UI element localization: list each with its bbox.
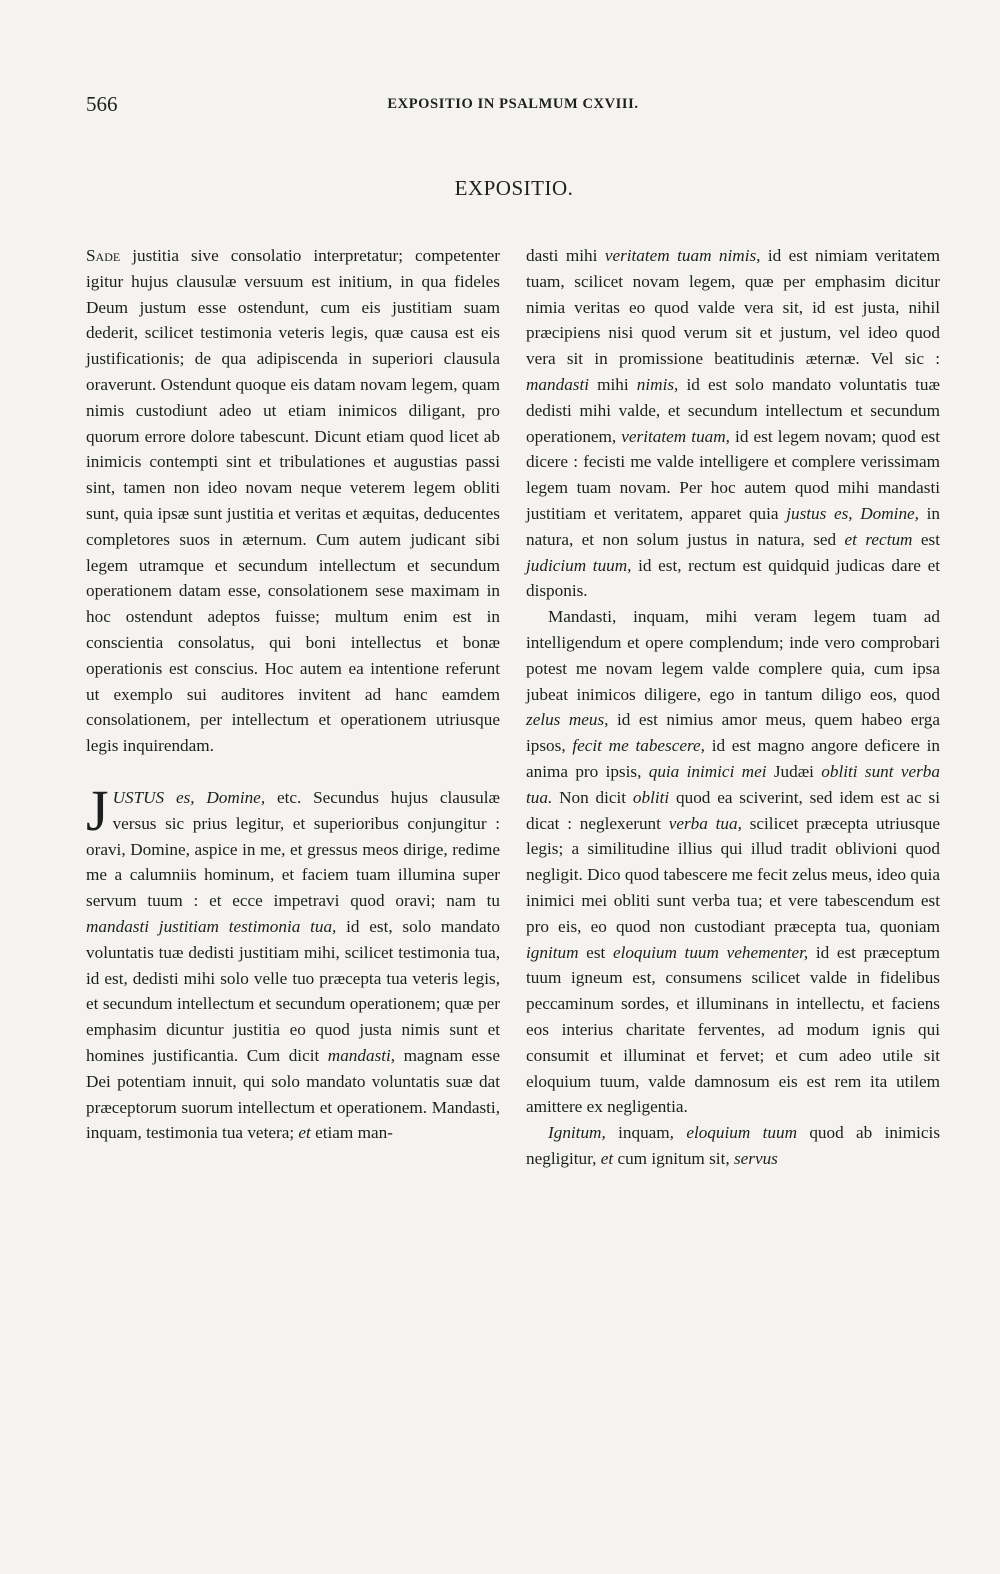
italic-run: mandasti bbox=[526, 374, 590, 394]
italic-run: et bbox=[600, 1148, 614, 1168]
incipit-word: Sade bbox=[86, 246, 121, 265]
italic-run: servus bbox=[733, 1148, 778, 1168]
text-run: id est præceptum tuum igneum est, consumens scilicet valde in fidelibus peccaminum sordes, et illuminans in intellectu, et faciens eos interius charitate ferventes, ad modum ignis qui consumit et illuminat et fervet; et cum adeo utile sit eloquium tuum, valde damnosum eis est rem ita utilem amittere ex negligentia. bbox=[526, 942, 940, 1117]
text-run: id est solo mandato voluntatis tuæ dedisti mihi valde, et secundum intellectum et secundum operationem, bbox=[526, 374, 940, 446]
right-column bbox=[526, 243, 940, 1172]
text-run: Non dicit bbox=[552, 787, 633, 807]
text-run: etc. Secundus hujus clausulæ versus sic prius legitur, et superioribus conjungitur : oravi, Domine, aspice in me, et gressus meos dirige, redime me a calumniis hominum, et faciem tuam illumina super servum tuum : et ecce impetravi quod oravi; nam tu bbox=[86, 787, 500, 911]
text-run: est bbox=[578, 942, 613, 962]
text-run: in natura, et non solum justus in natura, sed bbox=[526, 503, 940, 549]
paragraph bbox=[526, 1120, 940, 1172]
text-run: mihi bbox=[589, 374, 637, 394]
text-run: id est, rectum est quidquid judicas dare et disponis. bbox=[526, 555, 940, 601]
text-run: Judæi bbox=[766, 761, 822, 781]
italic-run: Ignitum, bbox=[548, 1123, 606, 1143]
text-run: cum ignitum sit, bbox=[613, 1148, 734, 1168]
paragraph bbox=[86, 243, 500, 759]
text-run: inquam, bbox=[605, 1123, 687, 1143]
text-run: quod ab inimicis negligitur, bbox=[526, 1123, 941, 1168]
text-run: magnam esse Dei potentiam innuit, qui solo mandato voluntatis suæ dat præceptorum suorum intellectum et operationem. Mandasti, inquam, testimonia tua vetera; bbox=[86, 1045, 500, 1143]
italic-run: mandasti justitiam testimonia tua, bbox=[86, 916, 337, 936]
paragraph bbox=[526, 604, 940, 1120]
text-run: est bbox=[912, 529, 941, 549]
italic-run: zelus meus, bbox=[526, 710, 609, 730]
italic-run: mandasti, bbox=[327, 1045, 396, 1065]
italic-run: verba tua, bbox=[668, 813, 742, 833]
running-head bbox=[86, 92, 940, 122]
text-run: id est nimiam veritatem tuam, scilicet novam legem, quæ per emphasim dicitur nimia veritas eo quod valde vera sit, id est justa, nihil præcipiens nisi quod verum sit et justum, vel ideo quod vera sit in promissione beatitudinis æternæ. Vel sic : bbox=[526, 246, 940, 369]
italic-run: justus es, Domine, bbox=[786, 503, 919, 523]
italic-run: et bbox=[298, 1123, 311, 1143]
text-run: Mandasti, inquam, mihi veram legem tuam ad intelligendum et opere complendum; inde vero comprobari potest me novam legem valde complere quia, cum ipsa jubeat inimicos diligere, ego in tantum diligo eos, quod bbox=[526, 607, 940, 704]
italic-run: veritatem tuam nimis, bbox=[604, 246, 761, 265]
italic-run: eloquium tuum bbox=[686, 1123, 797, 1143]
italic-run: obliti bbox=[632, 787, 670, 807]
running-title: EXPOSITIO IN PSALMUM CXVIII. bbox=[387, 96, 639, 112]
text-run: id est legem novam; quod est dicere : fecisti me valde intelligere et complere verissimam legem tuam novam. Per hoc autem quod mihi mandasti justitiam et veritatem, apparet quia bbox=[526, 426, 940, 523]
text-run: etiam man- bbox=[310, 1123, 393, 1143]
paragraph bbox=[526, 243, 940, 604]
italic-run: judicium tuum, bbox=[526, 555, 632, 575]
text-run: scilicet præcepta utriusque legis; a similitudine illius qui illud tradit oblivioni quod negligit. Dico quod tabescere me fecit zelus meus, ideo quia inimici mei obliti sunt verba tua; et vere tabescendum est pro eis, eo quod non custodiant præcepta tua, quoniam bbox=[526, 813, 940, 936]
paragraph-dropcap bbox=[86, 777, 501, 1146]
text-run: id est, solo mandato voluntatis tuæ dedisti justitiam mihi, scilicet testimonia tua, id est, dedisti mihi solo velle tuo præcepta tua veteris legis, et secundum intellectum et secundum operationem; quæ per emphasim dicuntur justitia eo quod justa nimis sunt et homines justificantia. Cum dicit bbox=[86, 916, 501, 1065]
left-column bbox=[86, 243, 500, 1146]
text-run: dasti mihi bbox=[526, 246, 605, 265]
italic-run: eloquium tuum vehementer, bbox=[612, 942, 809, 962]
italic-run: nimis, bbox=[636, 374, 679, 394]
text-run: id est magno angore deficere in anima pro ipsis, bbox=[526, 736, 941, 781]
italic-run: et rectum bbox=[844, 529, 913, 549]
italic-run: USTUS es, Domine, bbox=[112, 787, 266, 807]
italic-run: quia inimici mei bbox=[648, 761, 767, 781]
italic-run: obliti sunt verba tua. bbox=[526, 761, 940, 807]
italic-run: ignitum bbox=[526, 942, 579, 962]
drop-capital: J bbox=[86, 777, 109, 843]
text-run: quod ea sciverint, sed idem est ac si dicat : neglexerunt bbox=[526, 787, 940, 833]
italic-run: veritatem tuam, bbox=[621, 426, 730, 446]
italic-run: fecit me tabescere, bbox=[572, 736, 705, 756]
section-title: EXPOSITIO. bbox=[454, 176, 574, 200]
text-run: id est nimius amor meus, quem habeo erga ipsos, bbox=[526, 710, 940, 756]
text-run: justitia sive consolatio interpretatur; competenter igitur hujus clausulæ versuum est initium, in qua fideles Deum justum esse ostendunt, cum eis justitiam suam dederit, scilicet testimonia veteris legis, quæ causa est eis justificationis; de qua adipiscenda in superiori clausula oraverunt. Ostendunt quoque eis datam novam legem, quam nimis custodiunt adeo ut etiam inimicos diligant, pro quorum errore dolore tabescunt. Dicunt etiam quod licet ab inimicis contempti sint et tribulationes et augustias passi sint, tamen non ideo novam neque veterem legem obliti sunt, quia ipsæ sunt justitia et veritas et æquitas, deducentes completores suos in æternum. Cum autem judicant sibi legem utramque et secundum intellectum et secundum operationem datam esse, consolationem sese maximam in hoc ostendunt adeptos fuisse; multum enim est in conscientia consolatus, qui boni intellectus et bonæ operationis est conscius. Hoc autem ea intentione referunt ut exemplo sui auditores invitent ad hanc eamdem consolationem, per intellectum et operationem utriusque legis inquirendam. bbox=[86, 246, 500, 756]
page-number: 566 bbox=[86, 92, 118, 116]
